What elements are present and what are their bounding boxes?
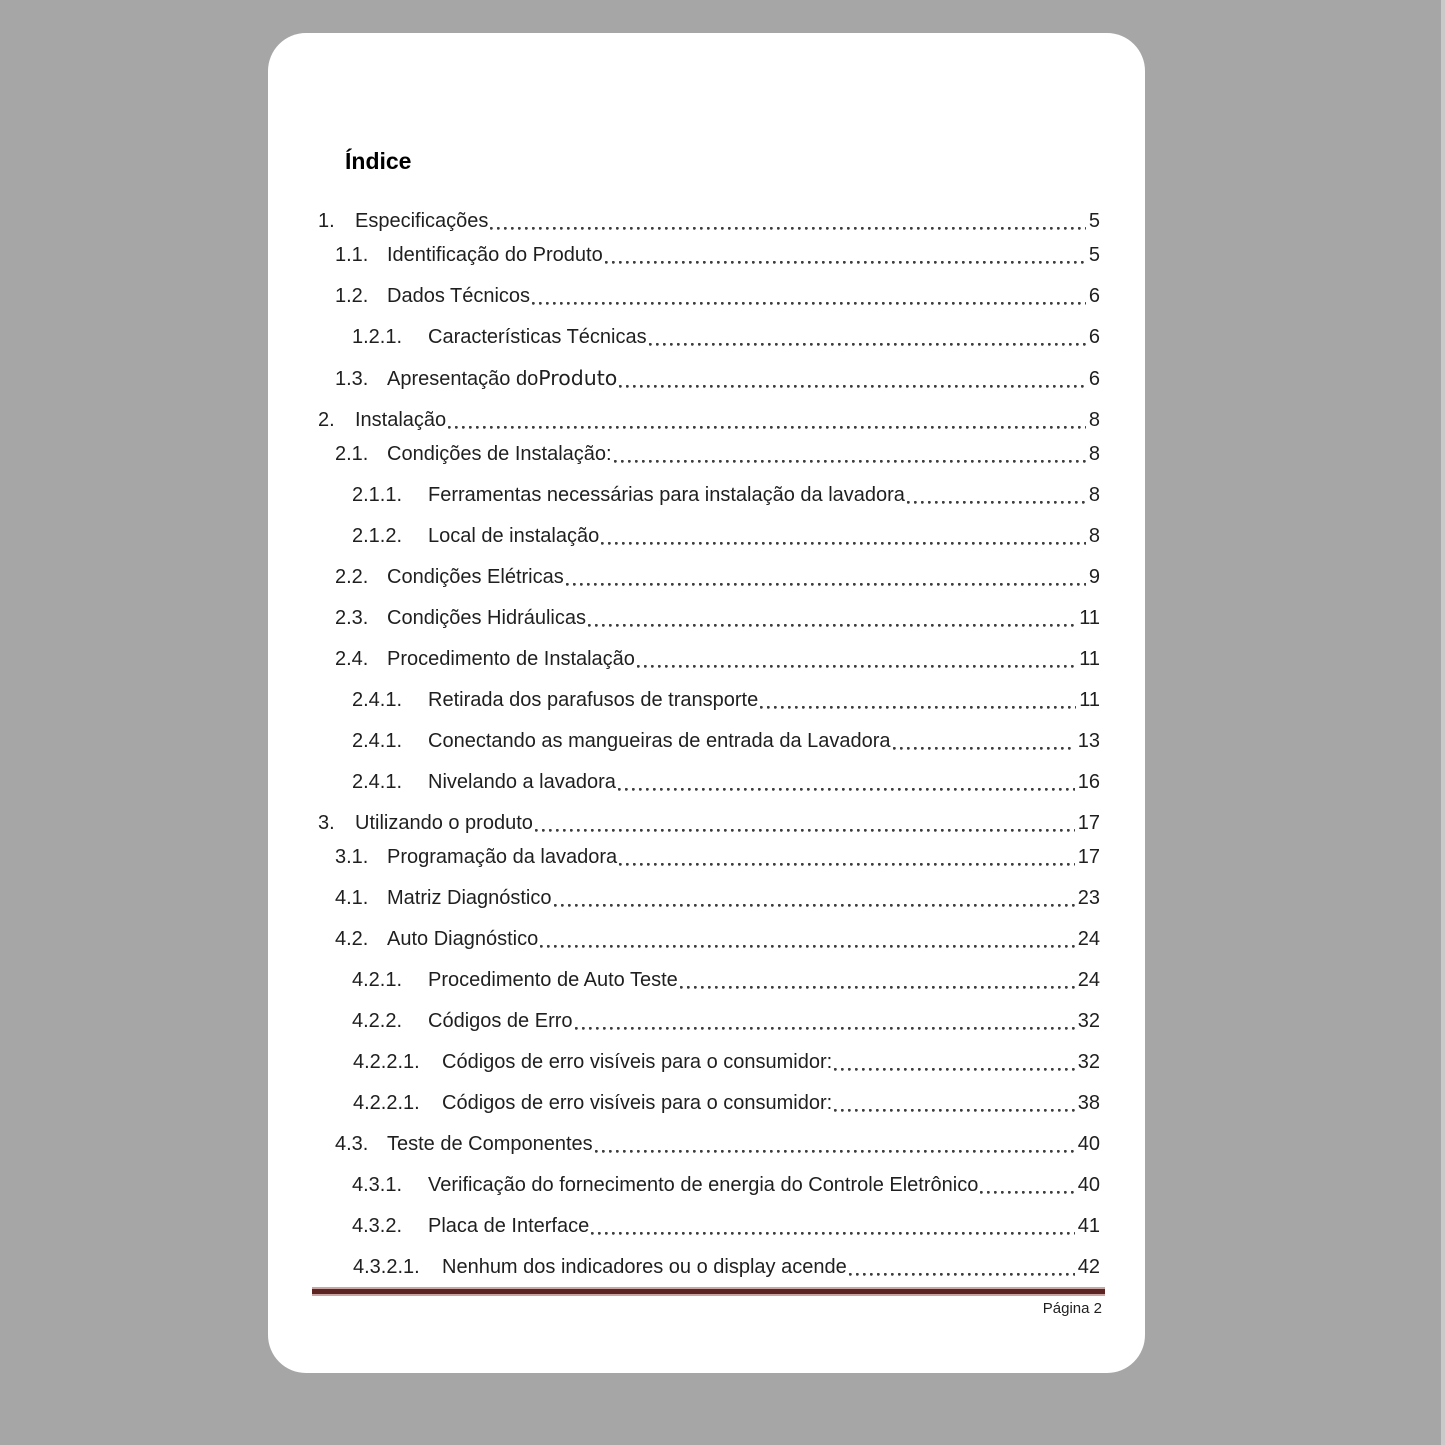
toc-entry[interactable] bbox=[318, 1172, 1100, 1199]
toc-entry-page: 5 bbox=[1088, 244, 1100, 266]
toc-entry-number: 1.3. bbox=[335, 368, 369, 390]
toc-entry[interactable] bbox=[318, 728, 1100, 755]
toc-entry-page: 24 bbox=[1077, 969, 1100, 991]
toc-entry[interactable] bbox=[318, 482, 1100, 509]
toc-entry-page: 11 bbox=[1079, 648, 1100, 670]
dot-leader bbox=[554, 904, 1075, 907]
toc-entry-label: Matriz Diagnóstico bbox=[387, 887, 552, 909]
toc-entry-number: 4.3.2.1. bbox=[353, 1256, 420, 1278]
toc-entry-page: 40 bbox=[1077, 1133, 1100, 1155]
toc-entry-page: 5 bbox=[1088, 210, 1100, 232]
toc-entry-label: Procedimento de Auto Teste bbox=[428, 969, 678, 991]
toc-entry-number: 4.3. bbox=[335, 1133, 369, 1155]
toc-entry-label: Procedimento de Instalação bbox=[387, 648, 635, 670]
toc-entry[interactable] bbox=[318, 844, 1100, 871]
toc-entry-page: 32 bbox=[1077, 1051, 1100, 1073]
toc-entry-label: Apresentação do bbox=[387, 368, 539, 390]
toc-entry[interactable] bbox=[318, 365, 1100, 393]
toc-list bbox=[318, 208, 1100, 1281]
toc-entry-label-alt: Produto bbox=[538, 366, 618, 390]
toc-entry[interactable] bbox=[318, 208, 1100, 235]
dot-leader bbox=[614, 460, 1086, 463]
toc-entry-page: 6 bbox=[1088, 326, 1100, 348]
toc-entry-page: 41 bbox=[1077, 1215, 1100, 1237]
toc-entry-number: 4.2.1. bbox=[352, 969, 403, 991]
toc-entry-label: Retirada dos parafusos de transporte bbox=[428, 689, 759, 711]
toc-entry-number: 2.4.1. bbox=[352, 689, 403, 711]
toc-entry[interactable] bbox=[318, 810, 1100, 837]
toc-entry[interactable] bbox=[318, 885, 1100, 912]
toc-entry-label: Nenhum dos indicadores ou o display acende bbox=[442, 1256, 847, 1278]
toc-entry[interactable] bbox=[318, 324, 1100, 351]
toc-entry-number: 2.4.1. bbox=[352, 771, 403, 793]
dot-leader bbox=[637, 665, 1076, 668]
dot-leader bbox=[907, 501, 1086, 504]
toc-entry-page: 8 bbox=[1088, 409, 1100, 431]
toc-entry[interactable] bbox=[318, 769, 1100, 796]
toc-entry-number: 2. bbox=[318, 409, 335, 431]
dot-leader bbox=[601, 542, 1086, 545]
toc-entry-number: 4.3.2. bbox=[352, 1215, 403, 1237]
toc-entry-label: Códigos de Erro bbox=[428, 1010, 573, 1032]
toc-entry-number: 3. bbox=[318, 812, 335, 834]
toc-entry[interactable] bbox=[318, 523, 1100, 550]
toc-entry[interactable] bbox=[318, 242, 1100, 269]
dot-leader bbox=[605, 261, 1086, 264]
dot-leader bbox=[448, 426, 1086, 429]
toc-entry-number: 1. bbox=[318, 210, 335, 232]
page-content bbox=[318, 33, 1100, 1281]
toc-entry[interactable] bbox=[318, 283, 1100, 310]
toc-entry[interactable] bbox=[318, 967, 1100, 994]
toc-entry-number: 4.2. bbox=[335, 928, 369, 950]
toc-entry-label: Auto Diagnóstico bbox=[387, 928, 539, 950]
dot-leader bbox=[591, 1232, 1075, 1235]
toc-entry-label: Ferramentas necessárias para instalação da lavadora bbox=[428, 484, 905, 506]
toc-entry-number: 2.1.2. bbox=[352, 525, 403, 547]
toc-entry[interactable] bbox=[318, 926, 1100, 953]
toc-entry-label: Nivelando a lavadora bbox=[428, 771, 616, 793]
toc-entry-label: Local de instalação bbox=[428, 525, 600, 547]
dot-leader bbox=[595, 1150, 1075, 1153]
toc-entry-page: 8 bbox=[1088, 525, 1100, 547]
toc-entry-label: Instalação bbox=[355, 409, 447, 431]
toc-entry-label: Utilizando o produto bbox=[355, 812, 533, 834]
toc-entry-label: Conectando as mangueiras de entrada da Lavadora bbox=[428, 730, 891, 752]
toc-entry-number: 2.1. bbox=[335, 443, 369, 465]
dot-leader bbox=[760, 706, 1076, 709]
toc-entry-page: 11 bbox=[1079, 689, 1100, 711]
toc-entry-number: 1.2.1. bbox=[352, 326, 403, 348]
toc-entry-page: 16 bbox=[1077, 771, 1100, 793]
toc-entry-number: 4.3.1. bbox=[352, 1174, 403, 1196]
toc-entry-number: 2.4. bbox=[335, 648, 369, 670]
toc-entry-number: 2.1.1. bbox=[352, 484, 403, 506]
dot-leader bbox=[566, 583, 1086, 586]
toc-entry-number: 4.2.2.1. bbox=[353, 1092, 420, 1114]
toc-entry-page: 9 bbox=[1088, 566, 1100, 588]
toc-entry[interactable] bbox=[318, 407, 1100, 434]
toc-entry-number: 1.2. bbox=[335, 285, 369, 307]
dot-leader bbox=[834, 1109, 1075, 1112]
toc-entry-number: 2.4.1. bbox=[352, 730, 403, 752]
toc-entry-page: 23 bbox=[1077, 887, 1100, 909]
toc-entry[interactable] bbox=[318, 1090, 1100, 1117]
toc-entry-number: 2.3. bbox=[335, 607, 369, 629]
toc-entry-page: 6 bbox=[1088, 285, 1100, 307]
footer-divider-rule bbox=[312, 1287, 1105, 1296]
dot-leader bbox=[540, 945, 1075, 948]
toc-entry-page: 17 bbox=[1077, 846, 1100, 868]
toc-entry[interactable] bbox=[318, 1131, 1100, 1158]
toc-entry-page: 42 bbox=[1077, 1256, 1100, 1278]
toc-entry-page: 24 bbox=[1077, 928, 1100, 950]
dot-leader bbox=[575, 1027, 1075, 1030]
toc-entry-page: 13 bbox=[1077, 730, 1100, 752]
right-edge-strip bbox=[1441, 0, 1445, 1445]
toc-entry-number: 4.2.2.1. bbox=[353, 1051, 420, 1073]
dot-leader bbox=[680, 986, 1075, 989]
toc-entry-number: 2.2. bbox=[335, 566, 369, 588]
dot-leader bbox=[849, 1273, 1075, 1276]
toc-entry-label: Características Técnicas bbox=[428, 326, 647, 348]
dot-leader bbox=[588, 624, 1076, 627]
toc-entry[interactable] bbox=[318, 564, 1100, 591]
toc-entry-page: 11 bbox=[1079, 607, 1100, 629]
toc-entry-label: Especificações bbox=[355, 210, 489, 232]
toc-entry[interactable] bbox=[318, 646, 1100, 673]
toc-entry-label: Códigos de erro visíveis para o consumidor: bbox=[442, 1051, 833, 1073]
dot-leader bbox=[834, 1068, 1075, 1071]
toc-entry[interactable] bbox=[318, 1213, 1100, 1240]
toc-entry-label: Condições Hidráulicas bbox=[387, 607, 586, 629]
dot-leader bbox=[490, 227, 1085, 230]
dot-leader bbox=[618, 788, 1075, 791]
dot-leader bbox=[619, 863, 1075, 866]
dot-leader bbox=[649, 343, 1086, 346]
toc-entry-label: Placa de Interface bbox=[428, 1215, 590, 1237]
footer-page-number: Página 2 bbox=[1042, 1300, 1102, 1317]
toc-entry-label: Dados Técnicos bbox=[387, 285, 531, 307]
toc-entry-page: 40 bbox=[1077, 1174, 1100, 1196]
toc-entry-label: Códigos de erro visíveis para o consumidor: bbox=[442, 1092, 833, 1114]
toc-entry[interactable] bbox=[318, 1008, 1100, 1035]
dot-leader bbox=[893, 747, 1075, 750]
toc-entry-number: 4.2.2. bbox=[352, 1010, 403, 1032]
dot-leader bbox=[980, 1191, 1074, 1194]
toc-entry[interactable] bbox=[318, 687, 1100, 714]
toc-entry-number: 1.1. bbox=[335, 244, 369, 266]
toc-entry-label: Programação da lavadora bbox=[387, 846, 618, 868]
toc-entry-page: 8 bbox=[1088, 484, 1100, 506]
dot-leader bbox=[619, 385, 1086, 388]
toc-entry-page: 6 bbox=[1088, 368, 1100, 390]
toc-entry[interactable] bbox=[318, 1049, 1100, 1076]
toc-entry-label: Teste de Componentes bbox=[387, 1133, 593, 1155]
document-page bbox=[268, 33, 1145, 1373]
toc-entry-page: 8 bbox=[1088, 443, 1100, 465]
dot-leader bbox=[535, 829, 1075, 832]
toc-entry-number: 4.1. bbox=[335, 887, 369, 909]
toc-entry-label: Condições Elétricas bbox=[387, 566, 564, 588]
toc-entry-page: 32 bbox=[1077, 1010, 1100, 1032]
toc-entry-label: Condições de Instalação: bbox=[387, 443, 612, 465]
toc-entry-number: 3.1. bbox=[335, 846, 369, 868]
toc-entry-label: Verificação do fornecimento de energia do Controle Eletrônico bbox=[428, 1174, 979, 1196]
toc-entry[interactable] bbox=[318, 441, 1100, 468]
toc-entry[interactable] bbox=[318, 605, 1100, 632]
page-title: Índice bbox=[345, 148, 412, 174]
toc-entry-page: 38 bbox=[1077, 1092, 1100, 1114]
toc-entry[interactable] bbox=[318, 1254, 1100, 1281]
toc-entry-page: 17 bbox=[1077, 812, 1100, 834]
dot-leader bbox=[532, 302, 1086, 305]
toc-entry-label: Identificação do Produto bbox=[387, 244, 603, 266]
